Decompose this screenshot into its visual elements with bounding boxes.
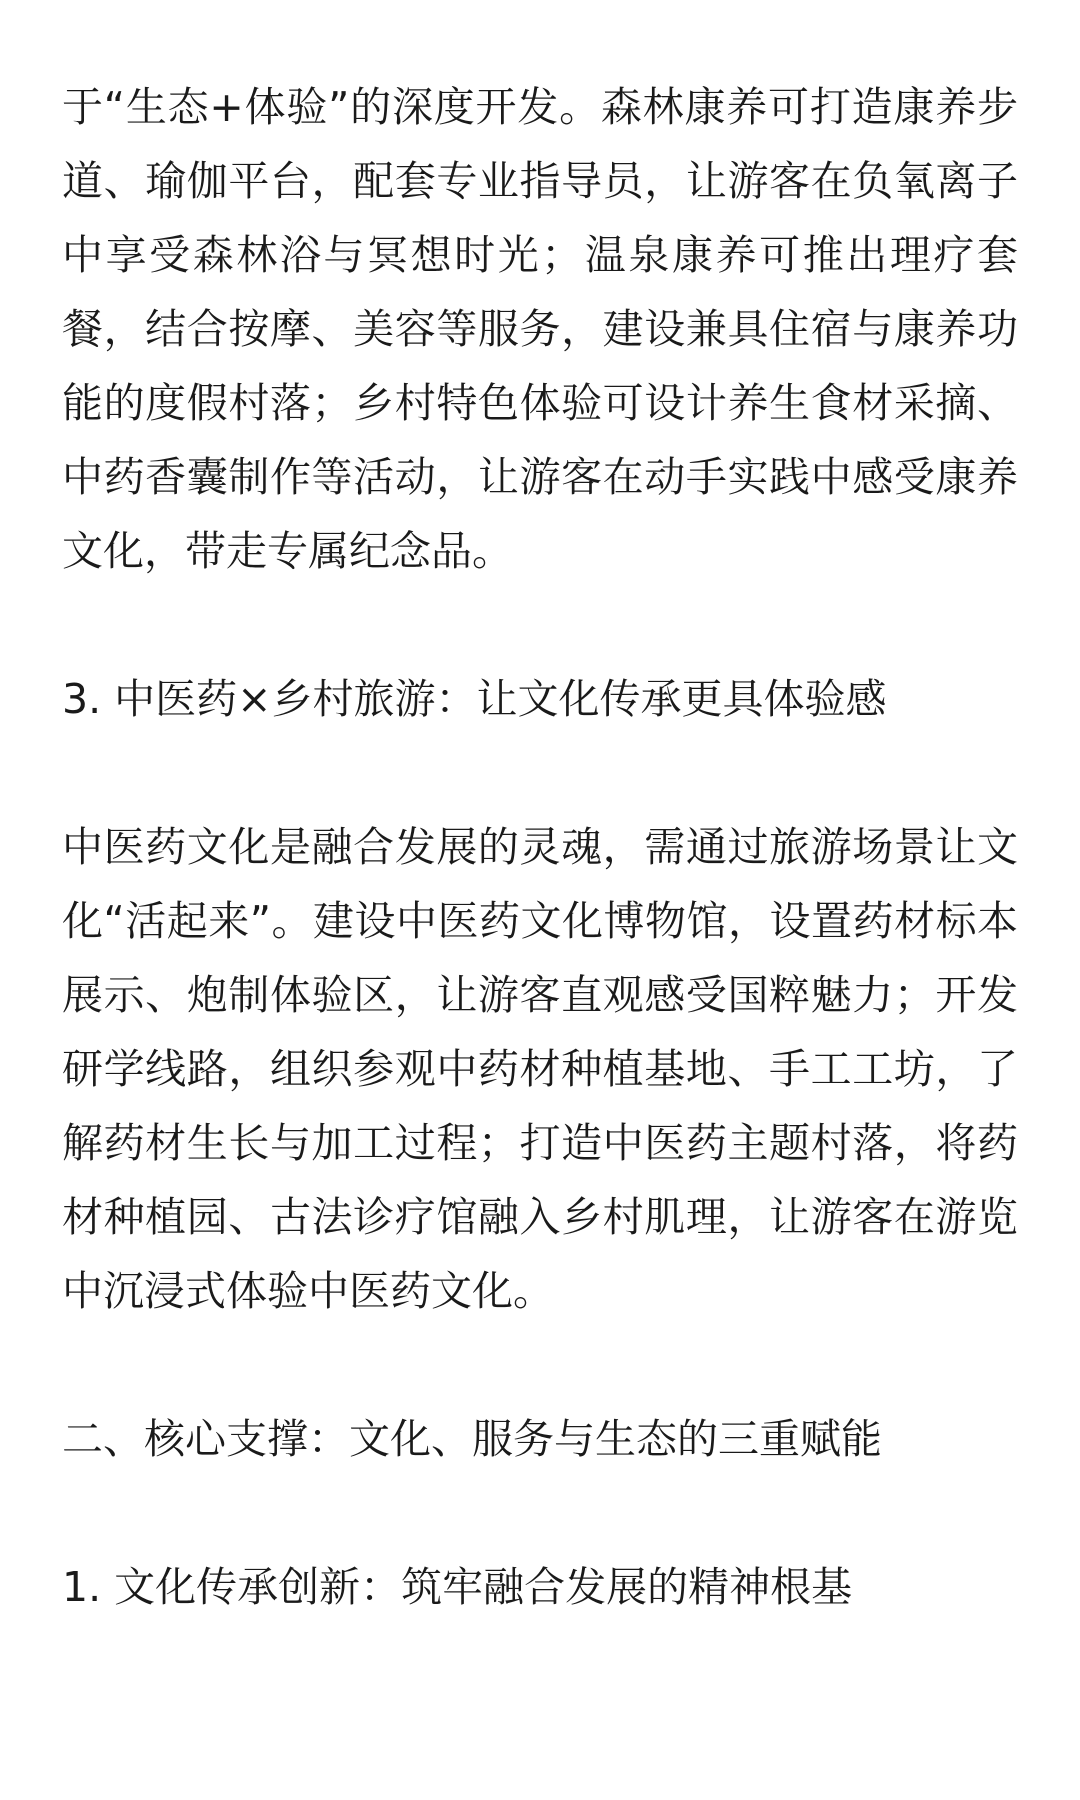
paragraph-gap	[62, 736, 1018, 810]
subheading-cultural-inheritance: 1. 文化传承创新：筑牢融合发展的精神根基	[62, 1563, 853, 1611]
paragraph-gap	[62, 588, 1018, 662]
paragraph-wellness-experience: 于“生态+体验”的深度开发。森林康养可打造康养步道、瑜伽平台，配套专业指导员，让游客在负氧离子中享受森林浴与冥想时光；温泉康养可推出理疗套餐，结合按摩、美容等服务，建设兼具住宿与康养功能的度假村落；乡村特色体验可设计养生食材采摘、中药香囊制作等活动，让游客在动手实践中感受康养文化，带走专属纪念品。	[62, 83, 1018, 575]
paragraph-gap	[62, 1328, 1018, 1402]
section-heading-core-support: 二、核心支撑：文化、服务与生态的三重赋能	[62, 1415, 882, 1463]
paragraph-tcm-culture: 中医药文化是融合发展的灵魂，需通过旅游场景让文化“活起来”。建设中医药文化博物馆，设置药材标本展示、炮制体验区，让游客直观感受国粹魅力；开发研学线路，组织参观中药材种植基地、手工工坊，了解药材生长与加工过程；打造中医药主题村落，将药材种植园、古法诊疗馆融入乡村肌理，让游客在游览中沉浸式体验中医药文化。	[62, 823, 1018, 1315]
paragraph-gap	[62, 1476, 1018, 1550]
subheading-tcm-rural-tourism: 3. 中医药×乡村旅游：让文化传承更具体验感	[62, 675, 887, 723]
